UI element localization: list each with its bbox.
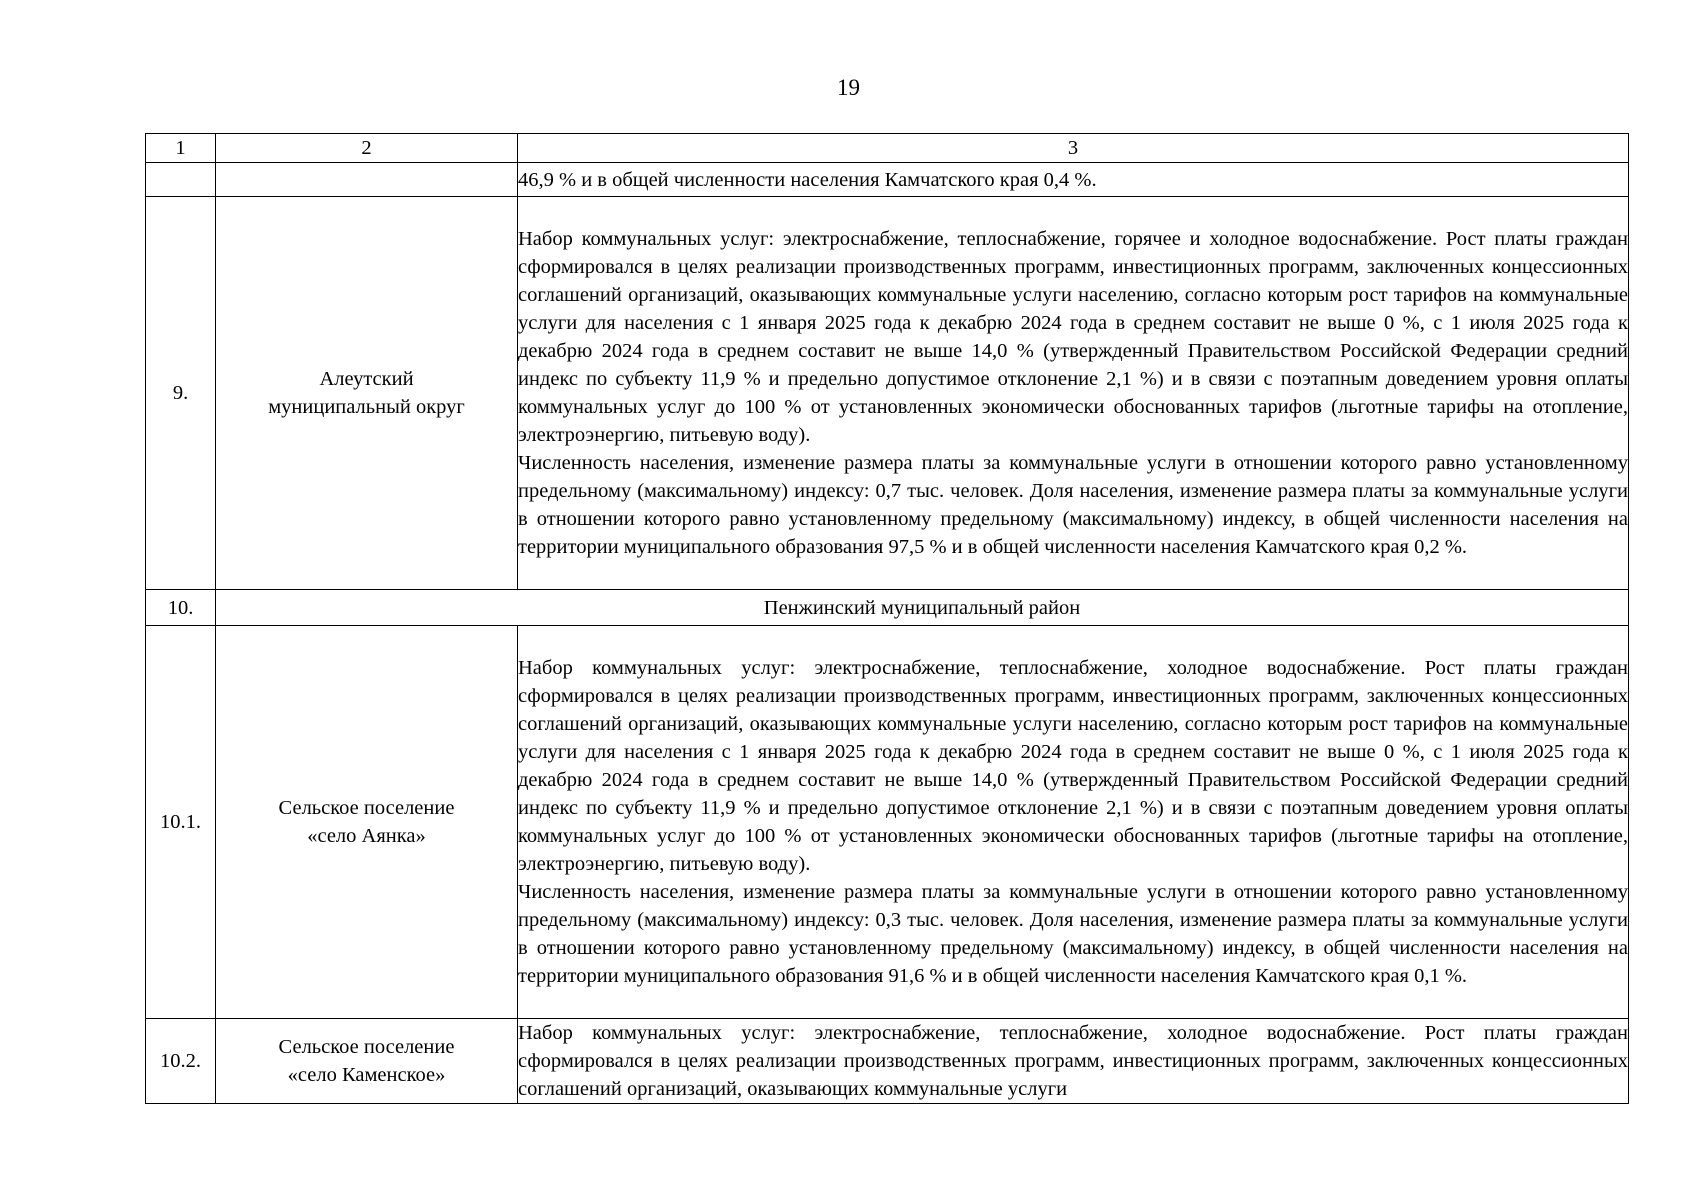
description-paragraph-2: Численность населения, изменение размера платы за коммунальные услуги в отношении которого равно установленному предельному (максимальному) индексу: 0,3 тыс. человек. Доля населения, изменение размера платы за коммунальные услуги в отношении которого равно установленному предельному (максимальному) индексу, в общей численности населения на территории муниципального образования 91,6 % и в общей численности населения Камчатского края 0,1 %. <box>518 881 1628 987</box>
header-col-2: 2 <box>216 134 518 163</box>
row-description-cell <box>518 1019 1629 1104</box>
row-number-cell: 9. <box>146 197 216 590</box>
row-description-cell <box>518 163 1629 197</box>
description-paragraph-1: Набор коммунальных услуг: электроснабжение, теплоснабжение, холодное водоснабжение. Рост платы граждан сформировался в целях реализации производственных программ, инвестиционных программ, заключенных концессионных соглашений организаций, оказывающих коммунальные услуги <box>518 1022 1628 1100</box>
row-number-cell: 10.1. <box>146 626 216 1019</box>
page-number: 19 <box>837 75 860 100</box>
row-name-line-2: муниципальный округ <box>268 396 465 418</box>
row-name-line-2: «село Аянка» <box>307 825 426 847</box>
header-col-3: 3 <box>518 134 1629 163</box>
header-col-1: 1 <box>146 134 216 163</box>
tariff-table <box>145 133 1629 1104</box>
row-name-cell <box>216 626 518 1019</box>
row-description-cell <box>518 626 1629 1019</box>
continuation-text: 46,9 % и в общей численности населения Камчатского края 0,4 %. <box>518 168 1097 191</box>
row-name-cell <box>216 1019 518 1104</box>
table-row-9 <box>146 197 1629 590</box>
row-name-cell <box>216 197 518 590</box>
row-name-line-1: Сельское поселение <box>278 797 455 819</box>
description-paragraph-1: Набор коммунальных услуг: электроснабжение, теплоснабжение, холодное водоснабжение. Рост платы граждан сформировался в целях реализации производственных программ, инвестиционных программ, заключенных концессионных соглашений организаций, оказывающих коммунальные услуги населению, согласно которым рост тарифов на коммунальные услуги для населения с 1 января 2025 года к декабрю 2024 года в среднем составит не выше 0 %, с 1 июля 2025 года к декабрю 2024 года в среднем составит не выше 14,0 % (утвержденный Правительством Российской Федерации средний индекс по субъекту 11,9 % и предельно допустимое отклонение 2,1 %) и в связи с поэтапным доведением уровня оплаты коммунальных услуг до 100 % от установленных экономически обоснованных тарифов (льготные тарифы на отопление, электроэнергию, питьевую воду). <box>518 657 1628 875</box>
row-name-line-1: Сельское поселение <box>278 1036 455 1058</box>
table-row-10-1 <box>146 626 1629 1019</box>
table-row-10 <box>146 590 1629 626</box>
row-description-cell <box>518 197 1629 590</box>
row-number-cell: 10. <box>146 590 216 626</box>
table-header-row <box>146 134 1629 163</box>
description-paragraph-1: Набор коммунальных услуг: электроснабжение, теплоснабжение, горячее и холодное водоснабжение. Рост платы граждан сформировался в целях реализации производственных программ, инвестиционных программ, заключенных концессионных соглашений организаций, оказывающих коммунальные услуги населению, согласно которым рост тарифов на коммунальные услуги для населения с 1 января 2025 года к декабрю 2024 года в среднем составит не выше 0 %, с 1 июля 2025 года к декабрю 2024 года в среднем составит не выше 14,0 % (утвержденный Правительством Российской Федерации средний индекс по субъекту 11,9 % и предельно допустимое отклонение 2,1 %) и в связи с поэтапным доведением уровня оплаты коммунальных услуг до 100 % от установленных экономически обоснованных тарифов (льготные тарифы на отопление, электроэнергию, питьевую воду). <box>518 228 1628 446</box>
row-number-cell: 10.2. <box>146 1019 216 1104</box>
row-name-line-1: Алеутский <box>319 368 414 390</box>
description-paragraph-2: Численность населения, изменение размера платы за коммунальные услуги в отношении которого равно установленному предельному (максимальному) индексу: 0,7 тыс. человек. Доля населения, изменение размера платы за коммунальные услуги в отношении которого равно установленному предельному (максимальному) индексу, в общей численности населения на территории муниципального образования 97,5 % и в общей численности населения Камчатского края 0,2 %. <box>518 452 1628 558</box>
table-row-10-2 <box>146 1019 1629 1104</box>
section-title-cell: Пенжинский муниципальный район <box>216 590 1629 626</box>
row-name-line-2: «село Каменское» <box>287 1064 446 1086</box>
row-number-cell <box>146 163 216 197</box>
table-row-continuation <box>146 163 1629 197</box>
row-name-cell <box>216 163 518 197</box>
